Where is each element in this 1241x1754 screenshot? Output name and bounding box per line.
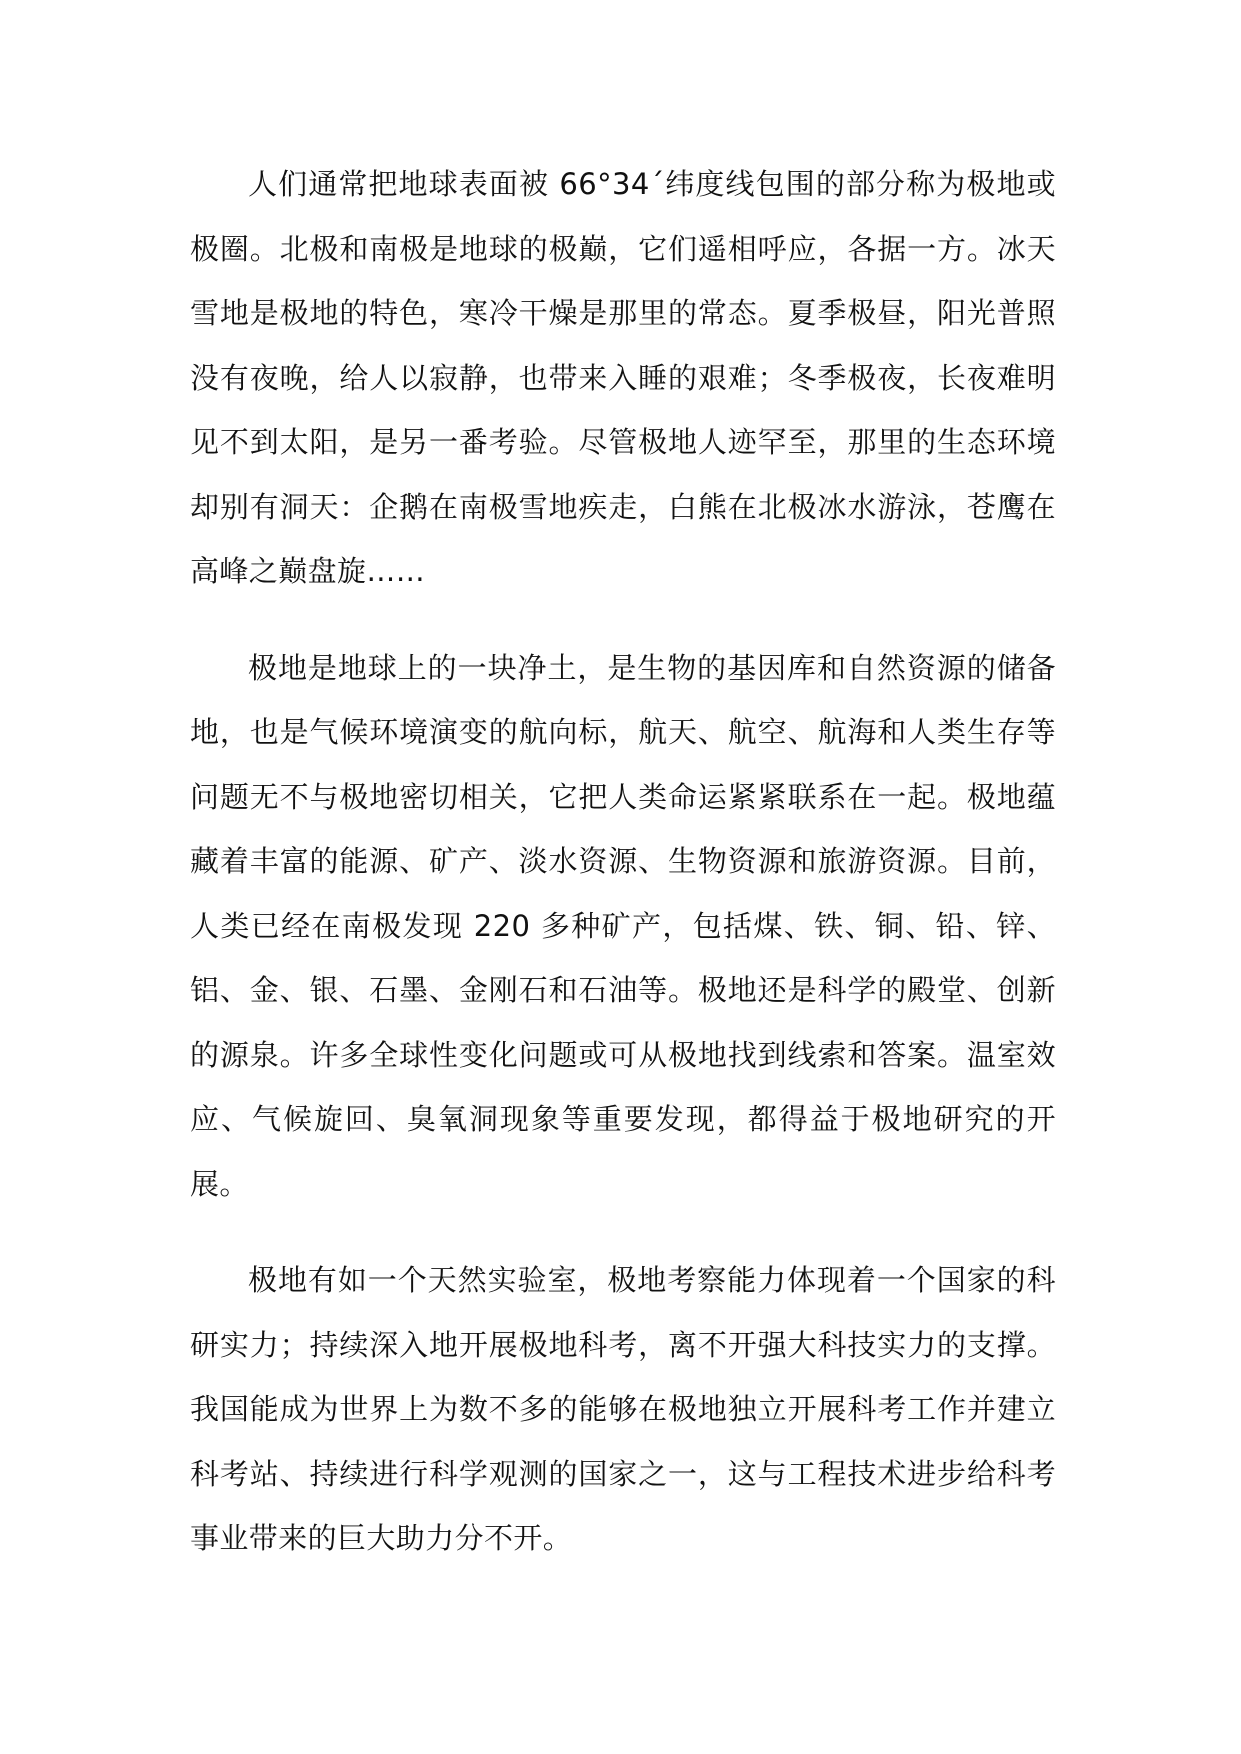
paragraph-polar-overview: 人们通常把地球表面被 66°34´纬度线包围的部分称为极地或极圈。北极和南极是地球的极巅，它们遥相呼应，各据一方。冰天雪地是极地的特色，寒冷干燥是那里的常态。夏季极昼，阳光普照没有夜晚，给人以寂静，也带来入睡的艰难；冬季极夜，长夜难明见不到太阳，是另一番考验。尽管极地人迹罕至，那里的生态环境却别有洞天：企鹅在南极雪地疾走，白熊在北极冰水游泳，苍鹰在高峰之巅盘旋…… (190, 167, 1056, 588)
paragraph-polar-research: 极地有如一个天然实验室，极地考察能力体现着一个国家的科研实力；持续深入地开展极地科考，离不开强大科技实力的支撑。我国能成为世界上为数不多的能够在极地独立开展科考工作并建立科考站、持续进行科学观测的国家之一，这与工程技术进步给科考事业带来的巨大助力分不开。 (190, 1263, 1056, 1555)
paragraph-polar-resources: 极地是地球上的一块净土，是生物的基因库和自然资源的储备地，也是气候环境演变的航向标，航天、航空、航海和人类生存等问题无不与极地密切相关，它把人类命运紧紧联系在一起。极地蕴藏着丰富的能源、矿产、淡水资源、生物资源和旅游资源。目前，人类已经在南极发现 220 多种矿产，包括煤、铁、铜、铅、锌、铝、金、银、石墨、金刚石和石油等。极地还是科学的殿堂、创新的源泉。许多全球性变化问题或可从极地找到线索和答案。温室效应、气候旋回、臭氧洞现象等重要发现，都得益于极地研究的开展。 (190, 650, 1056, 1201)
document-body (190, 152, 1056, 1571)
